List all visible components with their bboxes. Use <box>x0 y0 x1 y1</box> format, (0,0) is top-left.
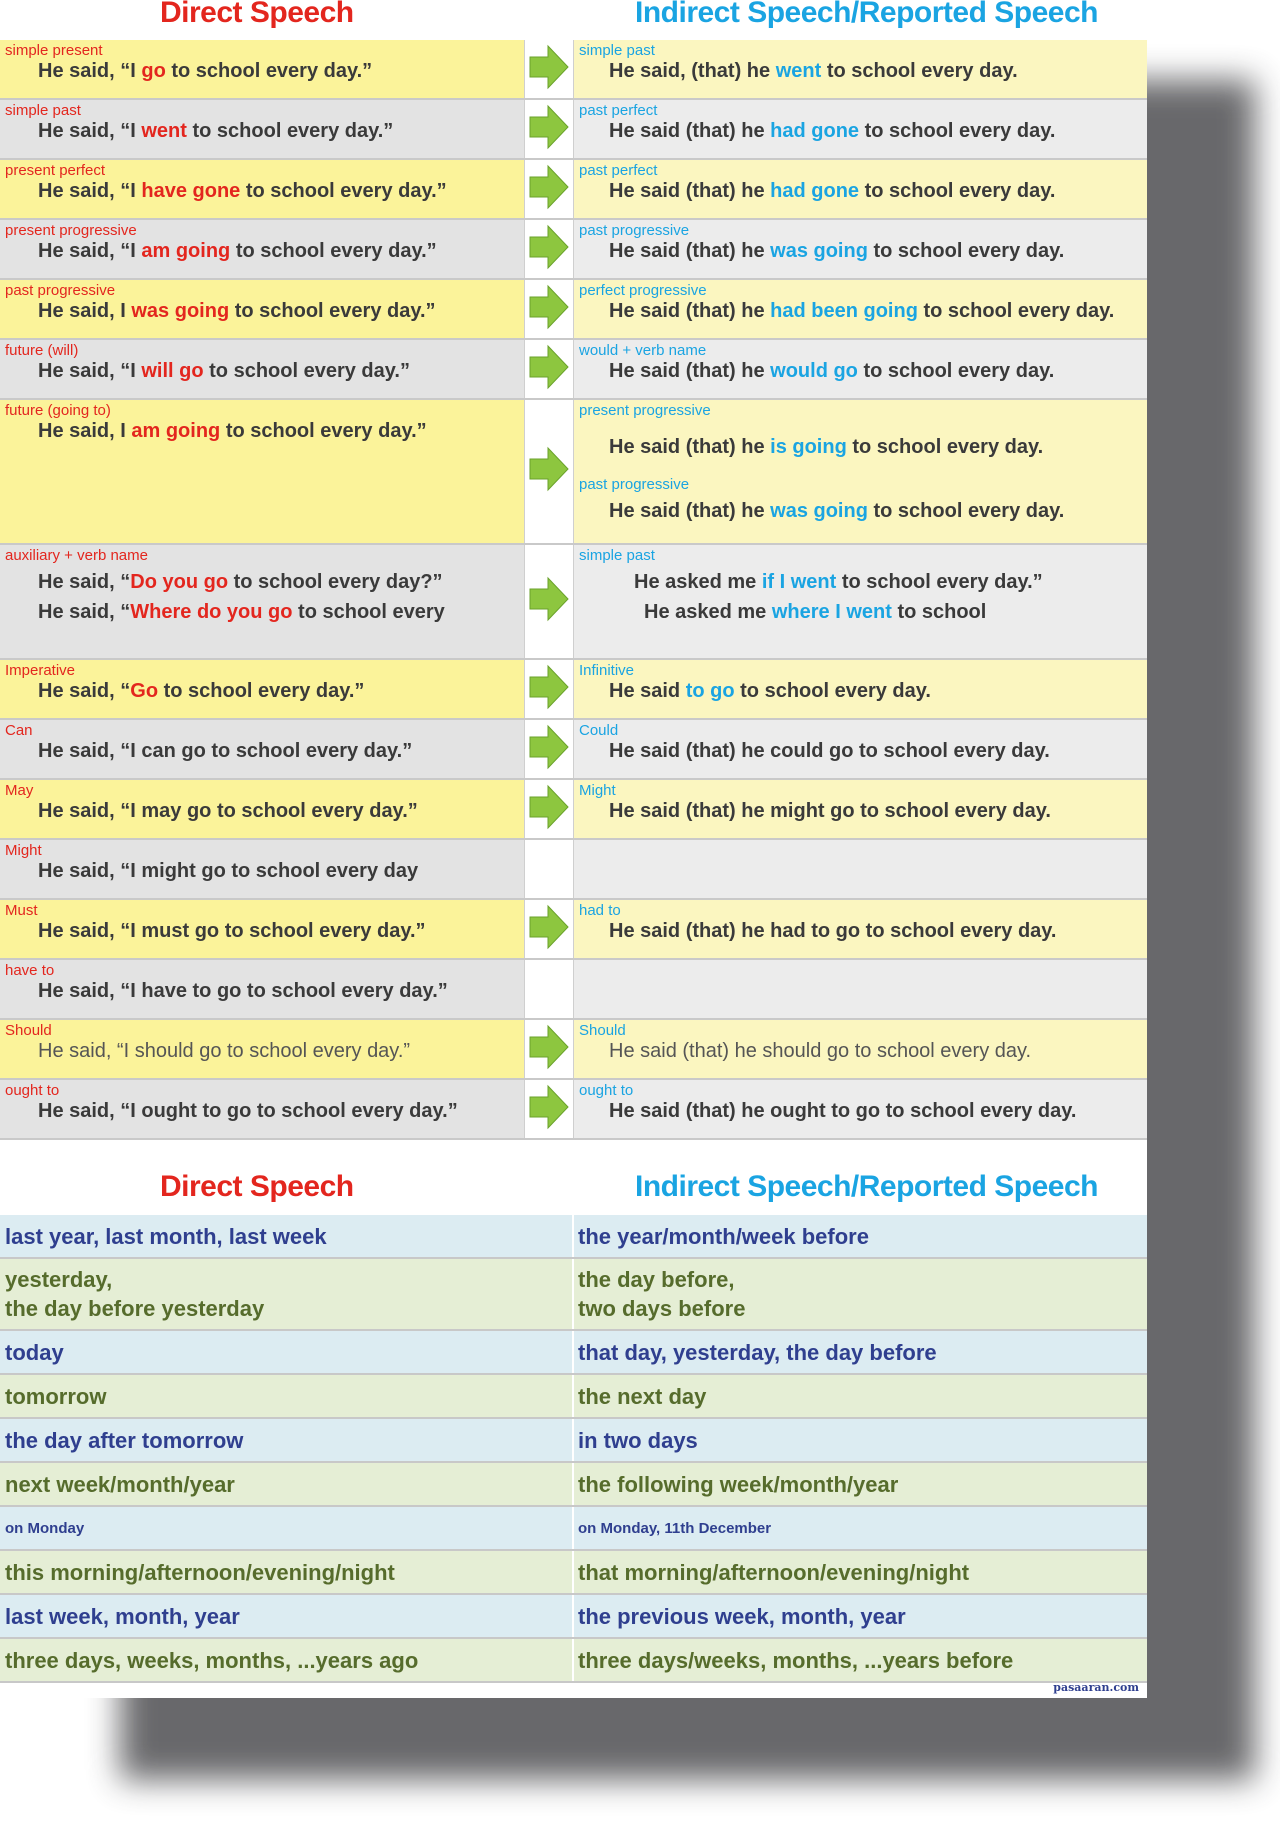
indirect-time-expression <box>578 1507 1138 1549</box>
highlighted-verb: was going <box>770 500 868 522</box>
direct-cell <box>0 780 525 838</box>
indirect-sentence <box>609 360 1054 383</box>
arrow-right-icon <box>528 903 570 956</box>
indirect-cell <box>573 1020 1147 1078</box>
time-row <box>0 1507 1147 1551</box>
direct-time-expression <box>5 1639 565 1681</box>
tense-label: Should <box>5 1022 52 1039</box>
rule-row <box>0 400 1147 545</box>
arrow-cell <box>525 900 573 958</box>
expression-line: in two days <box>578 1427 698 1453</box>
tense-label: May <box>5 782 34 799</box>
direct-cell <box>0 40 525 98</box>
expression-line: tomorrow <box>5 1383 107 1409</box>
expression-line: the following week/month/year <box>578 1471 899 1497</box>
direct-sentence <box>38 120 393 143</box>
arrow-right-icon <box>528 223 570 276</box>
arrow-right-icon <box>528 723 570 776</box>
sentence-text: He said (that) he <box>609 436 771 458</box>
time-row <box>0 1463 1147 1507</box>
indirect-time-expression <box>578 1595 1138 1637</box>
tense-label: present progressive <box>5 222 137 239</box>
direct-cell <box>0 545 525 658</box>
direct-cell <box>0 960 525 1018</box>
direct-sentence <box>38 920 426 943</box>
expression-line: next week/month/year <box>5 1471 235 1497</box>
highlighted-verb: went <box>775 60 822 82</box>
direct-sentence <box>38 980 448 1003</box>
sentence-text: He said (that) he ought to go to school every day. <box>609 1100 1077 1122</box>
sentence-text: He said (that) he <box>609 120 771 142</box>
column-divider <box>572 1639 574 1681</box>
sentence-text: to school every day. <box>859 180 1056 202</box>
tense-label: present perfect <box>5 162 106 179</box>
sentence-text: He said (that) he had to go to school every day. <box>609 920 1057 942</box>
header-indirect-speech: Indirect Speech/Reported Speech <box>635 0 1098 29</box>
sentence-text: to school every day?” <box>228 571 443 593</box>
indirect-sentence <box>609 120 1055 143</box>
direct-cell <box>0 100 525 158</box>
direct-time-expression <box>5 1595 565 1637</box>
tense-label: perfect progressive <box>579 282 707 299</box>
tense-label: Must <box>5 902 38 919</box>
tense-label: Might <box>579 782 616 799</box>
indirect-cell <box>573 900 1147 958</box>
expression-line: the day after tomorrow <box>5 1427 244 1453</box>
indirect-cell <box>573 280 1147 338</box>
highlighted-verb: went <box>141 120 187 142</box>
sentence-text: He said, “ <box>38 601 131 623</box>
indirect-sentence <box>609 180 1055 203</box>
sentence-text: He said (that) he might go to school every day. <box>609 800 1051 822</box>
indirect-sentence <box>609 436 1043 459</box>
sentence-text: to school every day. <box>846 436 1044 458</box>
arrow-cell <box>525 400 573 543</box>
sentence-text: to school every day.” <box>220 420 427 442</box>
highlighted-verb: is going <box>770 436 847 458</box>
highlighted-verb: would go <box>770 360 858 382</box>
header-direct-speech: Direct Speech <box>160 0 354 29</box>
sentence-text: He said, I <box>38 420 132 442</box>
sentence-text: He said, “I <box>38 240 142 262</box>
arrow-cell <box>525 780 573 838</box>
direct-sentence <box>38 240 437 263</box>
sentence-text: He said <box>609 680 686 702</box>
sentence-text: to school every day.” <box>240 180 447 202</box>
expression-line: last week, month, year <box>5 1603 240 1629</box>
arrow-cell <box>525 545 573 658</box>
direct-sentence <box>38 680 364 703</box>
direct-time-expression <box>5 1331 565 1373</box>
arrow-right-icon <box>528 283 570 336</box>
arrow-cell <box>525 280 573 338</box>
direct-sentence <box>38 860 418 883</box>
arrow-right-icon <box>528 163 570 216</box>
expression-line: this morning/afternoon/evening/night <box>5 1559 395 1585</box>
direct-time-expression <box>5 1507 565 1549</box>
indirect-cell <box>573 340 1147 398</box>
sentence-text: to school every <box>292 601 445 623</box>
expression-line: the previous week, month, year <box>578 1603 906 1629</box>
column-divider <box>572 1215 574 1257</box>
tense-label: Should <box>579 1022 626 1039</box>
indirect-cell <box>573 220 1147 278</box>
direct-cell <box>0 840 525 898</box>
indirect-cell <box>573 780 1147 838</box>
direct-sentence <box>38 800 418 823</box>
indirect-cell <box>573 400 1147 543</box>
highlighted-verb: have gone <box>141 180 241 202</box>
direct-time-expression <box>5 1259 565 1329</box>
indirect-time-expression <box>578 1419 1138 1461</box>
arrow-right-icon <box>528 103 570 156</box>
sentence-text: He said, “I <box>38 180 142 202</box>
arrow-right-icon <box>528 343 570 396</box>
arrow-cell <box>525 340 573 398</box>
direct-time-expression <box>5 1215 565 1257</box>
sentence-text: to school every day. <box>859 120 1056 142</box>
direct-cell <box>0 220 525 278</box>
tense-label: past progressive <box>579 222 690 239</box>
direct-time-expression <box>5 1375 565 1417</box>
indirect-cell <box>573 545 1147 658</box>
sentence-text: He said (that) he <box>609 240 771 262</box>
sentence-text: to school every day. <box>917 300 1115 322</box>
sentence-text: He said, “I ought to go to school every day.” <box>38 1100 458 1122</box>
arrow-cell <box>525 660 573 718</box>
highlighted-verb: was going <box>131 300 230 322</box>
indirect-time-expression <box>578 1331 1138 1373</box>
indirect-time-expression <box>578 1463 1138 1505</box>
tense-label: Might <box>5 842 42 859</box>
tense-label: past perfect <box>579 102 658 119</box>
indirect-sentence <box>644 601 986 624</box>
time-row <box>0 1215 1147 1259</box>
indirect-sentence <box>609 60 1018 83</box>
expression-line: the day before, <box>578 1267 735 1292</box>
indirect-sentence <box>634 571 1043 594</box>
time-row <box>0 1331 1147 1375</box>
rule-row <box>0 660 1147 720</box>
tense-label: auxiliary + verb name <box>5 547 148 564</box>
arrow-right-icon <box>528 43 570 96</box>
indirect-sentence <box>609 500 1064 523</box>
indirect-time-expression <box>578 1259 1138 1329</box>
highlighted-verb: had gone <box>770 120 860 142</box>
indirect-cell <box>573 960 1147 1018</box>
column-divider <box>572 1507 574 1549</box>
tense-label: Can <box>5 722 33 739</box>
sentence-text: to school every day.” <box>158 680 365 702</box>
sentence-text: He said, “I <box>38 120 142 142</box>
sentence-text: He said, “ <box>38 571 131 593</box>
direct-cell <box>0 660 525 718</box>
arrow-right-icon <box>528 575 570 628</box>
rule-row <box>0 780 1147 840</box>
direct-sentence <box>38 571 443 594</box>
time-row <box>0 1551 1147 1595</box>
tense-label: simple past <box>579 547 655 564</box>
column-divider <box>572 1259 574 1329</box>
indirect-cell <box>573 720 1147 778</box>
expression-line: two days before <box>578 1296 746 1321</box>
sentence-text: to school every day.” <box>229 300 436 322</box>
rule-row <box>0 220 1147 280</box>
sentence-text: He said (that) he <box>609 500 771 522</box>
highlighted-verb: to go <box>685 680 735 702</box>
sentence-text: to school every day. <box>734 680 931 702</box>
sentence-text: He said, “I might go to school every day <box>38 860 419 882</box>
time-row <box>0 1259 1147 1331</box>
highlighted-verb: Where do you go <box>130 601 293 623</box>
sentence-text: He said, (that) he <box>609 60 776 82</box>
tense-label: past progressive <box>579 476 690 493</box>
arrow-right-icon <box>528 783 570 836</box>
sentence-text: to school every day. <box>821 60 1018 82</box>
expression-line: today <box>5 1339 64 1365</box>
arrow-cell <box>525 720 573 778</box>
tense-label: would + verb name <box>579 342 707 359</box>
sentence-text: He asked me <box>634 571 762 593</box>
rule-row <box>0 840 1147 900</box>
indirect-time-expression <box>578 1551 1138 1593</box>
indirect-time-expression <box>578 1215 1138 1257</box>
expression-line: three days/weeks, months, ...years before <box>578 1647 1014 1673</box>
rule-row <box>0 1020 1147 1080</box>
expression-line: yesterday, <box>5 1267 113 1292</box>
rule-row <box>0 40 1147 100</box>
header-direct-speech-2: Direct Speech <box>160 1170 354 1203</box>
tense-label: future (going to) <box>5 402 111 419</box>
expression-line: that day, yesterday, the day before <box>578 1339 937 1365</box>
sentence-text: to school <box>891 601 987 623</box>
time-row <box>0 1639 1147 1683</box>
expression-line: on Monday, 11th December <box>578 1519 772 1537</box>
rule-row <box>0 900 1147 960</box>
tense-label: simple past <box>579 42 655 59</box>
expression-line: the next day <box>578 1383 707 1409</box>
sentence-text: He said (that) he <box>609 360 771 382</box>
direct-time-expression <box>5 1419 565 1461</box>
expression-line: that morning/afternoon/evening/night <box>578 1559 970 1585</box>
sentence-text: to school every day.” <box>165 60 373 82</box>
column-divider <box>572 1375 574 1417</box>
highlighted-verb: Go <box>130 680 159 702</box>
highlighted-verb: had gone <box>770 180 860 202</box>
indirect-cell <box>573 160 1147 218</box>
highlighted-verb: am going <box>141 240 231 262</box>
tense-label: past progressive <box>5 282 116 299</box>
indirect-cell <box>573 40 1147 98</box>
direct-sentence <box>38 360 410 383</box>
tense-label: past perfect <box>579 162 658 179</box>
arrow-right-icon <box>528 1023 570 1076</box>
tense-label: had to <box>579 902 621 919</box>
arrow-cell <box>525 100 573 158</box>
arrow-cell <box>525 840 573 898</box>
arrow-cell <box>525 1080 573 1138</box>
arrow-cell <box>525 960 573 1018</box>
direct-time-expression <box>5 1551 565 1593</box>
direct-sentence <box>38 60 372 83</box>
publisher-logo: pasaaran.com <box>1053 1681 1139 1694</box>
highlighted-verb: will go <box>141 360 204 382</box>
sentence-text: He said, “I can go to school every day.” <box>38 740 413 762</box>
expression-line: the day before yesterday <box>5 1296 265 1321</box>
arrow-right-icon <box>528 663 570 716</box>
direct-sentence <box>38 420 427 443</box>
highlighted-verb: Do you go <box>130 571 229 593</box>
tense-label: simple past <box>5 102 81 119</box>
indirect-sentence <box>609 680 931 703</box>
highlighted-verb: was going <box>770 240 868 262</box>
sentence-text: He said, “I should go to school every day.” <box>38 1040 411 1062</box>
direct-cell <box>0 720 525 778</box>
direct-sentence <box>38 1100 458 1123</box>
column-divider <box>572 1331 574 1373</box>
tense-label: simple present <box>5 42 103 59</box>
tense-label: Imperative <box>5 662 76 679</box>
direct-time-expression <box>5 1463 565 1505</box>
highlighted-verb: had been going <box>770 300 918 322</box>
direct-sentence <box>38 1040 410 1063</box>
expression-line: the year/month/week before <box>578 1223 869 1249</box>
tense-label: Could <box>579 722 619 739</box>
indirect-sentence <box>609 740 1050 763</box>
highlighted-verb: where I went <box>771 601 892 623</box>
column-divider <box>572 1463 574 1505</box>
direct-sentence <box>38 300 436 323</box>
sentence-text: to school every day.” <box>836 571 1043 593</box>
column-divider <box>572 1595 574 1637</box>
sentence-text: He said, “I have to go to school every day.” <box>38 980 448 1002</box>
tense-label: have to <box>5 962 55 979</box>
direct-sentence <box>38 180 447 203</box>
highlighted-verb: am going <box>131 420 221 442</box>
direct-cell <box>0 1020 525 1078</box>
time-row <box>0 1595 1147 1639</box>
tense-label: future (will) <box>5 342 79 359</box>
arrow-cell <box>525 160 573 218</box>
direct-cell <box>0 1080 525 1138</box>
direct-sentence <box>38 740 412 763</box>
indirect-sentence <box>609 300 1114 323</box>
direct-cell <box>0 280 525 338</box>
sentence-text: He said, I <box>38 300 132 322</box>
sentence-text: to school every day. <box>867 240 1065 262</box>
rule-row <box>0 1080 1147 1140</box>
sentence-text: to school every day.” <box>230 240 437 262</box>
tense-label: ought to <box>579 1082 634 1099</box>
sentence-text: He said (that) he could go to school every day. <box>609 740 1050 762</box>
expression-line: on Monday <box>5 1519 85 1537</box>
direct-cell <box>0 900 525 958</box>
direct-cell <box>0 400 525 543</box>
time-row <box>0 1375 1147 1419</box>
sentence-text: He said, “I <box>38 60 142 82</box>
tense-label: ought to <box>5 1082 60 1099</box>
expression-line: last year, last month, last week <box>5 1223 327 1249</box>
expression-line: three days, weeks, months, ...years ago <box>5 1647 419 1673</box>
sentence-text: He said (that) he <box>609 300 771 322</box>
direct-cell <box>0 340 525 398</box>
highlighted-verb: go <box>141 60 166 82</box>
header-indirect-speech-2: Indirect Speech/Reported Speech <box>635 1170 1098 1203</box>
sentence-text: to school every day. <box>867 500 1065 522</box>
sentence-text: He said, “I must go to school every day.” <box>38 920 426 942</box>
arrow-cell <box>525 1020 573 1078</box>
direct-sentence <box>38 601 445 624</box>
tense-label: present progressive <box>579 402 711 419</box>
indirect-sentence <box>609 240 1064 263</box>
indirect-time-expression <box>578 1375 1138 1417</box>
indirect-sentence <box>609 1040 1031 1063</box>
arrow-right-icon <box>528 1083 570 1136</box>
sentence-text: to school every day. <box>857 360 1055 382</box>
rule-row <box>0 100 1147 160</box>
rule-row <box>0 720 1147 780</box>
column-divider <box>572 1551 574 1593</box>
rule-row <box>0 340 1147 400</box>
indirect-sentence <box>609 920 1056 943</box>
rule-row <box>0 160 1147 220</box>
sentence-text: He said (that) he <box>609 180 771 202</box>
time-row <box>0 1419 1147 1463</box>
rule-row <box>0 960 1147 1020</box>
sentence-text: He asked me <box>644 601 772 623</box>
sentence-text: He said (that) he should go to school every day. <box>609 1040 1032 1062</box>
rule-row <box>0 545 1147 660</box>
rule-row <box>0 280 1147 340</box>
indirect-cell <box>573 840 1147 898</box>
sentence-text: He said, “I may go to school every day.” <box>38 800 418 822</box>
column-divider <box>572 1419 574 1461</box>
highlighted-verb: if I went <box>761 571 837 593</box>
sentence-text: He said, “ <box>38 680 131 702</box>
sentence-text: to school every day.” <box>203 360 410 382</box>
indirect-cell <box>573 100 1147 158</box>
direct-cell <box>0 160 525 218</box>
arrow-cell <box>525 40 573 98</box>
arrow-cell <box>525 220 573 278</box>
indirect-time-expression <box>578 1639 1138 1681</box>
indirect-sentence <box>609 800 1051 823</box>
indirect-sentence <box>609 1100 1076 1123</box>
arrow-right-icon <box>528 445 570 498</box>
tense-label: Infinitive <box>579 662 635 679</box>
sentence-text: He said, “I <box>38 360 142 382</box>
indirect-cell <box>573 1080 1147 1138</box>
sentence-text: to school every day.” <box>186 120 394 142</box>
indirect-cell <box>573 660 1147 718</box>
